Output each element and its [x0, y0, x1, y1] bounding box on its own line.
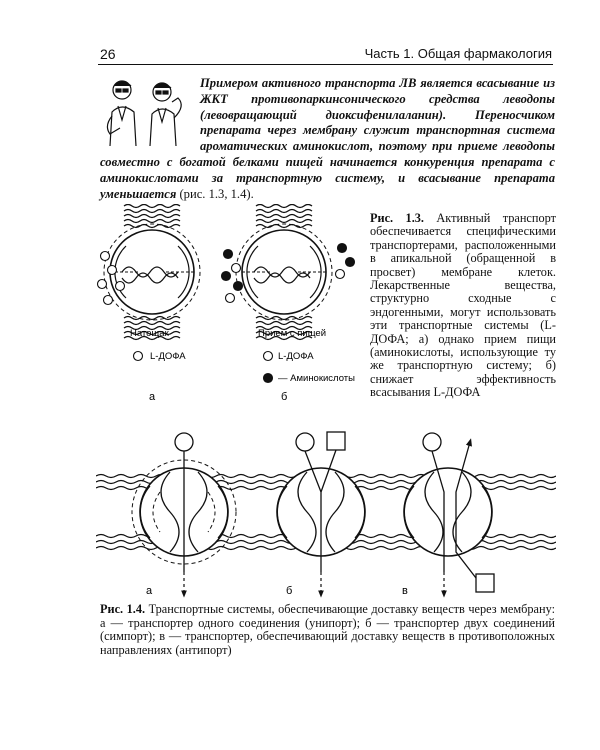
figure-1-4-caption	[100, 603, 555, 657]
legend-ldopa-symbol-b	[264, 352, 273, 361]
figure-1-3-label: Рис. 1.3.	[370, 211, 424, 225]
condition-fasting: Натощак	[130, 328, 169, 339]
figure-1-4	[96, 418, 556, 600]
substrate-square	[327, 432, 345, 450]
panel-letter-a-1-4: а	[146, 585, 153, 597]
figure-1-4-label: Рис. 1.4.	[100, 602, 146, 616]
legend-amino-symbol	[264, 374, 273, 383]
intro-figure-reference: (рис. 1.3, 1.4).	[176, 186, 254, 201]
panel-letter-a: а	[149, 391, 156, 403]
panel-letter-b-1-4: б	[286, 585, 293, 597]
figure-1-3-caption	[370, 212, 556, 400]
page-number: 26	[100, 46, 116, 62]
legend-amino-acids: — Аминокислоты	[278, 373, 355, 384]
intro-paragraph	[100, 76, 555, 202]
condition-with-food: Прием с пищей	[258, 328, 327, 339]
uniport-transporter	[132, 433, 236, 594]
transporter-fasting	[104, 205, 200, 340]
substrate-square	[476, 574, 494, 592]
figure-1-3	[96, 204, 356, 424]
running-header: Часть 1. Общая фармакология	[364, 46, 552, 61]
substrate-circle	[175, 433, 193, 451]
legend-ldopa-fasting: L-ДОФА	[150, 351, 186, 362]
substrate-circle	[423, 433, 441, 451]
panel-letter-b: б	[281, 391, 288, 403]
legend-ldopa-symbol	[134, 352, 143, 361]
substrate-circle	[296, 433, 314, 451]
figure-1-4-caption-text: Транспортные системы, обеспечивающие доставку веществ через мембрану: а — транспортер одного соединения (унипорт); б — транспортер двух соединений (симпорт); в — транспортер, обеспечивающий доставку веществ в противоположных направлениях (антипорт)	[100, 602, 555, 657]
figure-1-3-caption-text: Активный транспорт обеспечивается специфическими транспортерами, расположенными в апикальной (обращенной в просвет) мембране клеток. Лекарственные вещества, структурно сходные с эндогенными, могут использовать эти транспортные системы (L-ДОФА; а) однако прием пищи (аминокислоты, использующие ту же транспортную систему; б) снижает эффективность всасывания L-ДОФА	[370, 211, 556, 400]
header-rule	[98, 64, 553, 65]
transporter-with-food	[236, 205, 332, 340]
legend-ldopa-with-food: L-ДОФА	[278, 351, 314, 362]
symport-transporter	[277, 432, 365, 594]
panel-letter-v-1-4: в	[402, 585, 408, 597]
intro-body: Примером активного транспорта ЛВ является всасывание из ЖКТ противопаркинсонического средства леводопы (левовращающий диоксифенилаланин). Переносчиком препарата через мембрану служит транспортная система ароматических аминокислот, поэтому при приеме леводопы совместно с богатой белками пищей начинается конкуренция препарата с аминокислотами за транспортную систему, и всасывание препарата уменьшается	[100, 76, 555, 201]
antiport-transporter	[404, 433, 494, 594]
